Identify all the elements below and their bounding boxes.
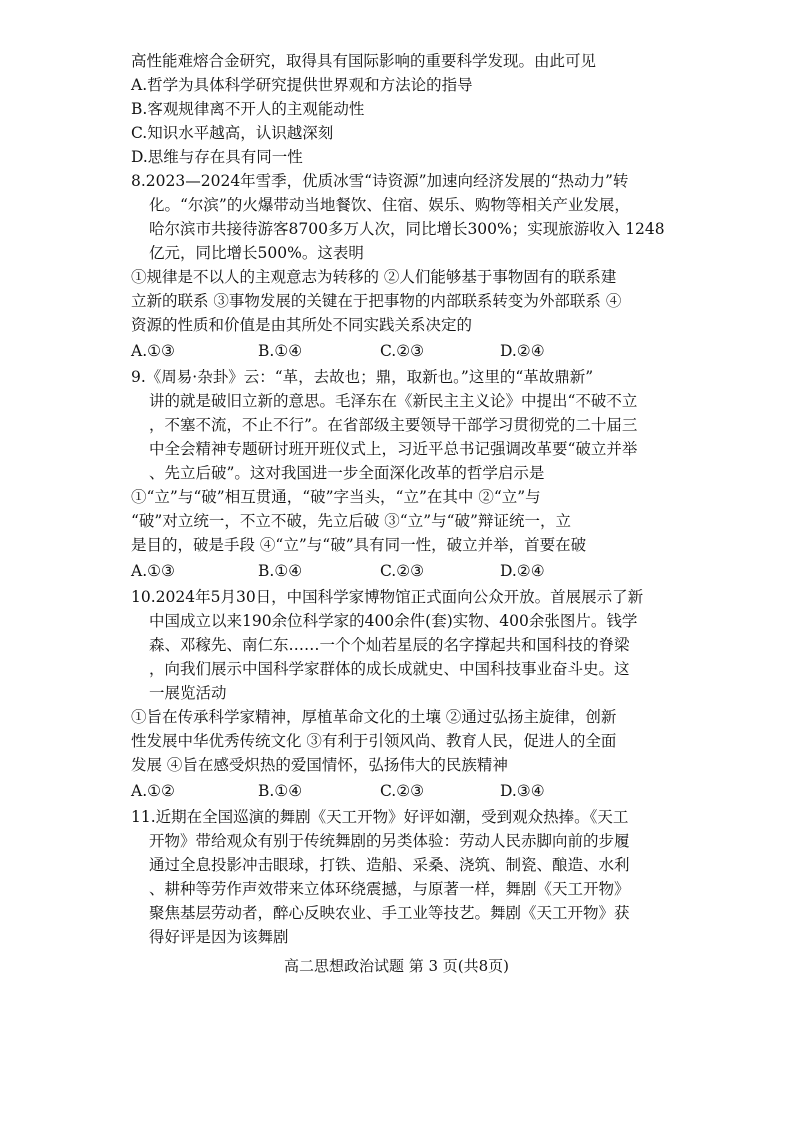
q8-statement-line: 立新的联系 ③事物发展的关键在于把事物的内部联系转变为外部联系 ④ — [131, 292, 622, 310]
q8-stem-line: 亿元，同比增长500%。这表明 — [149, 244, 364, 262]
q10-choice-d: D.③④ — [500, 782, 545, 800]
q8-choice-c: C.②③ — [380, 342, 425, 360]
q7-option-a: A.哲学为具体科学研究提供世界观和方法论的指导 — [131, 76, 473, 94]
q10-statement-line: 性发展中华优秀传统文化 ③有利于引领风尚、教育人民，促进人的全面 — [131, 732, 617, 750]
q10-statement-line: 发展 ④旨在感受炽热的爱国情怀，弘扬伟大的民族精神 — [131, 756, 508, 774]
q9-choice-a: A.①③ — [131, 562, 175, 580]
q9-statement-line: “破”对立统一，不立不破，先立后破 ③“立”与“破”辩证统一，立 — [131, 512, 571, 530]
q8-stem-line: 哈尔滨市共接待游客8700多万人次，同比增长300%；实现旅游收入 1248 — [149, 220, 665, 238]
q8-choice-a: A.①③ — [131, 342, 175, 360]
q9-choice-c: C.②③ — [380, 562, 425, 580]
q8-statement-line: ①规律是不以人的主观意志为转移的 ②人们能够基于事物固有的联系建 — [131, 268, 617, 286]
q8-choices — [131, 340, 691, 362]
q10-stem-line: 一展览活动 — [149, 684, 227, 702]
q7-option-b: B.客观规律离不开人的主观能动性 — [131, 100, 365, 118]
q9-stem-line: 中全会精神专题研讨班开班仪式上，习近平总书记强调改革要“破立并举 — [149, 440, 638, 458]
q9-stem-line: 、先立后破”。这对我国进一步全面深化改革的哲学启示是 — [149, 464, 545, 482]
q11-stem-line: 11.近期在全国巡演的舞剧《天工开物》好评如潮，受到观众热捧。《天工 — [131, 808, 629, 826]
q11-stem-line: 得好评是因为该舞剧 — [149, 928, 289, 946]
q9-choice-d: D.②④ — [500, 562, 545, 580]
q9-choice-b: B.①④ — [258, 562, 303, 580]
q11-stem-line: 开物》带给观众有别于传统舞剧的另类体验：劳动人民赤脚向前的步履 — [149, 832, 630, 850]
q7-stem-end: 高性能难熔合金研究，取得具有国际影响的重要科学发现。由此可见 — [131, 52, 597, 70]
q11-stem-line: 通过全息投影冲击眼球，打铁、造船、采桑、浇筑、制瓷、酿造、水利 — [149, 856, 630, 874]
q11-stem-line: 聚焦基层劳动者，醉心反映农业、手工业等技艺。舞剧《天工开物》获 — [149, 904, 630, 922]
q10-stem-line: 森、邓稼先、南仁东……一个个灿若星辰的名字撑起共和国科技的脊梁 — [149, 636, 630, 654]
q7-option-d: D.思维与存在具有同一性 — [131, 148, 303, 166]
q10-choice-b: B.①④ — [258, 782, 303, 800]
q8-stem-line: 8.2023—2024年雪季，优质冰雪“诗资源”加速向经济发展的“热动力”转 — [131, 172, 629, 190]
q10-stem-line: ，向我们展示中国科学家群体的成长成就史、中国科技事业奋斗史。这 — [149, 660, 630, 678]
q8-choice-d: D.②④ — [500, 342, 545, 360]
q10-stem-line: 10.2024年5月30日，中国科学家博物馆正式面向公众开放。首展展示了新 — [131, 588, 644, 606]
q9-statement-line: 是目的，破是手段 ④“立”与“破”具有同一性，破立并举，首要在破 — [131, 536, 587, 554]
q11-stem-line: 、耕种等劳作声效带来立体环绕震撼，与原著一样，舞剧《天工开物》 — [149, 880, 630, 898]
page-footer: 高二思想政治试题 第 3 页(共8页) — [283, 957, 510, 975]
q10-stem-line: 中国成立以来190余位科学家的400余件(套)实物、400余张图片。钱学 — [149, 612, 638, 630]
q7-option-c: C.知识水平越高，认识越深刻 — [131, 124, 334, 142]
q9-stem-line: ，不塞不流，不止不行”。在省部级主要领导干部学习贯彻党的二十届三 — [149, 416, 638, 434]
q8-statement-line: 资源的性质和价值是由其所处不同实践关系决定的 — [131, 316, 473, 334]
q10-choice-a: A.①② — [131, 782, 175, 800]
q9-stem-line: 9.《周易·杂卦》云：“革，去故也；鼎，取新也。”这里的“革故鼎新” — [131, 368, 594, 386]
q8-stem-line: 化。“尔滨”的火爆带动当地餐饮、住宿、娱乐、购物等相关产业发展， — [149, 196, 630, 214]
q9-statement-line: ①“立”与“破”相互贯通，“破”字当头，“立”在其中 ②“立”与 — [131, 488, 541, 506]
q9-stem-line: 讲的就是破旧立新的意思。毛泽东在《新民主主义论》中提出“不破不立 — [149, 392, 638, 410]
q10-statement-line: ①旨在传承科学家精神，厚植革命文化的土壤 ②通过弘扬主旋律，创新 — [131, 708, 617, 726]
q8-choice-b: B.①④ — [258, 342, 303, 360]
q10-choice-c: C.②③ — [380, 782, 425, 800]
q9-choices — [131, 560, 691, 582]
q10-choices — [131, 780, 691, 802]
